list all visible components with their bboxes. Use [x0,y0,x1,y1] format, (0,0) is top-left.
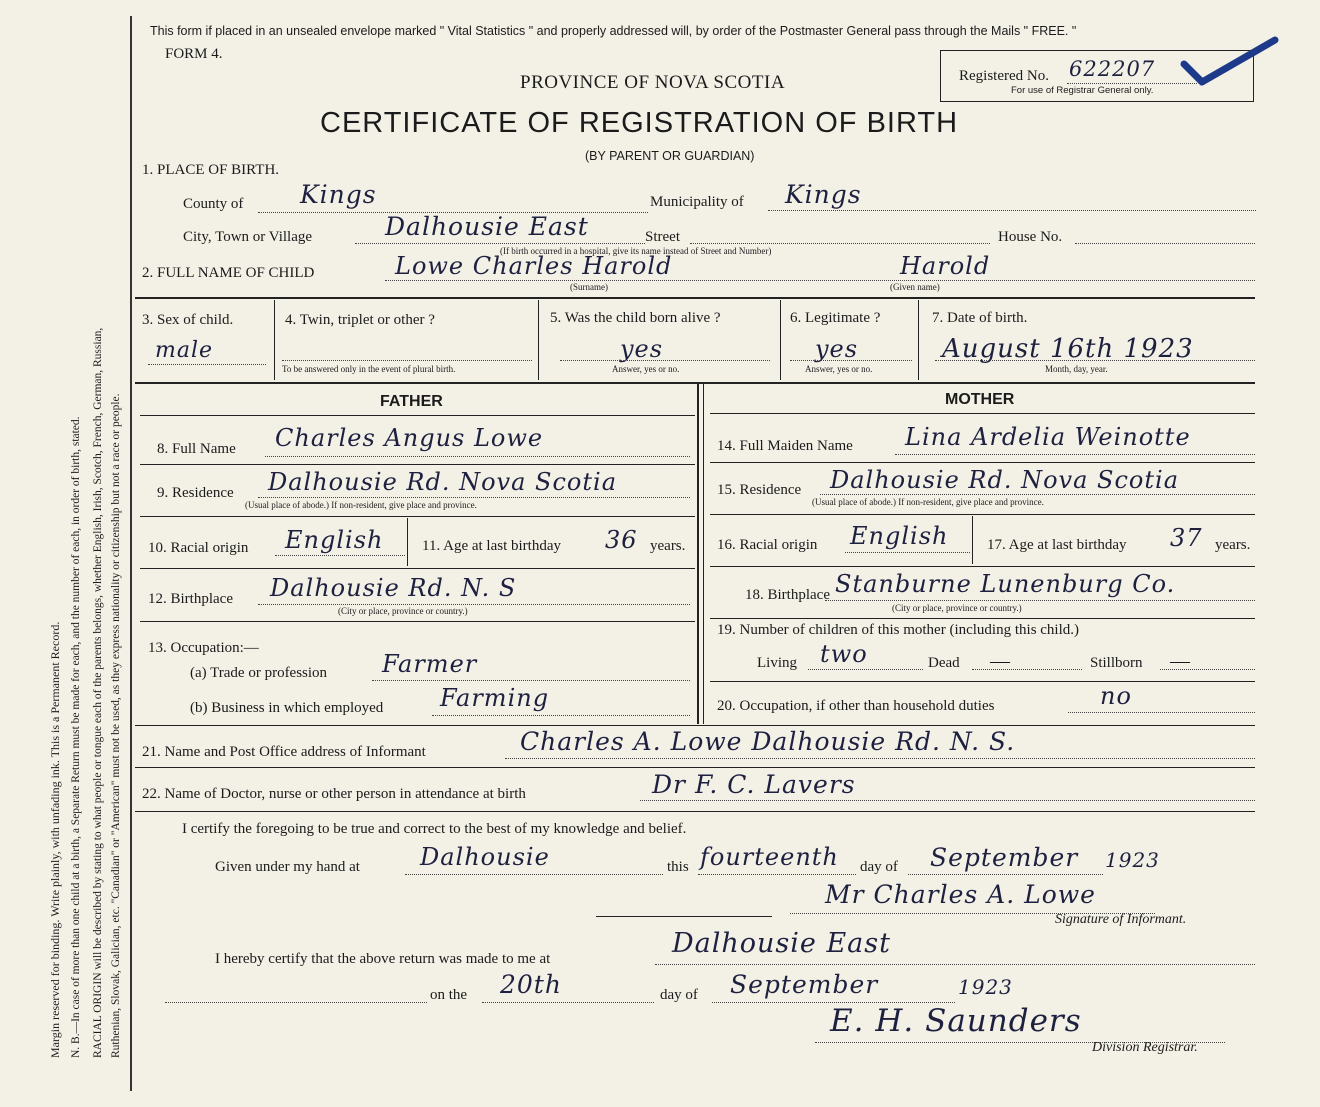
dob-value: August 16th 1923 [942,334,1194,364]
mother-occupation-label: 20. Occupation, if other than household duties [717,698,995,714]
father-residence-value: Dalhousie Rd. Nova Scotia [268,468,618,496]
twin-note: To be answered only in the event of plural birth. [282,364,456,374]
business-value: Farming [440,684,550,712]
mother-name-label: 14. Full Maiden Name [717,438,853,454]
informant-signature-label: Signature of Informant. [1055,912,1187,927]
certify-place: Dalhousie [420,843,550,871]
registrar-statement: I hereby certify that the above return was made to me at [215,951,551,967]
alive-label: 5. Was the child born alive ? [550,310,721,326]
legitimate-note: Answer, yes or no. [805,364,873,374]
trade-value: Farmer [382,650,478,678]
mother-age-label: 17. Age at last birthday [987,537,1127,553]
dead-label: Dead [928,655,960,671]
father-residence-label: 9. Residence [157,485,234,501]
registrar-year: 1923 [958,975,1013,999]
dead-value: — [990,650,1010,672]
informant-signature: Mr Charles A. Lowe [825,880,1096,909]
city-value: Dalhousie East [385,212,589,241]
given-name-note: (Given name) [890,282,940,292]
father-birthplace-label: 12. Birthplace [148,591,233,607]
hospital-note: (If birth occurred in a hospital, give its name instead of Street and Number) [500,246,772,256]
twin-label: 4. Twin, triplet or other ? [285,312,435,328]
mother-birthplace-note: (City or place, province or country.) [892,603,1022,613]
street-label: Street [645,229,680,245]
child-name-label: 2. FULL NAME OF CHILD [142,265,315,281]
margin-line-2: N. B.—In case of more than one child at a birth, a Separate Return must be made for each, and the number of each, in order of birth, stated. [70,416,82,1058]
father-birthplace-value: Dalhousie Rd. N. S [270,574,517,602]
county-label: County of [183,196,244,212]
stillborn-value: — [1170,650,1190,672]
subtitle: (BY PARENT OR GUARDIAN) [585,149,755,163]
mother-residence-note: (Usual place of abode.) If non-resident, give place and province. [812,497,1044,507]
father-age-value: 36 [605,526,638,554]
mother-heading: MOTHER [945,391,1015,408]
certify-statement: I certify the foregoing to be true and correct to the best of my knowledge and belief. [182,821,687,837]
legitimate-label: 6. Legitimate ? [790,310,881,326]
mother-years-label: years. [1215,537,1251,553]
mother-residence-label: 15. Residence [717,482,802,498]
mother-racial-value: English [850,522,949,550]
place-heading: 1. PLACE OF BIRTH. [142,162,280,178]
alive-note: Answer, yes or no. [612,364,680,374]
dob-label: 7. Date of birth. [932,310,1028,326]
certify-day: fourteenth [700,843,839,871]
mother-age-value: 37 [1170,524,1203,552]
mother-occupation-value: no [1100,682,1132,710]
form-number: FORM 4. [165,46,223,62]
trade-label: (a) Trade or profession [190,665,328,681]
children-label: 19. Number of children of this mother (including this child.) [717,622,1080,638]
father-age-label: 11. Age at last birthday [422,538,561,554]
registered-label: Registered No. [959,68,1049,84]
this-label: this [667,859,689,875]
margin-line-3: RACIAL ORIGIN will be described by stating to what people or tongue each of the parents belongs, whether English, Irish, Scotch, French, German, Russian, [92,327,104,1058]
municipality-value: Kings [785,180,862,209]
registrar-place: Dalhousie East [672,928,891,959]
father-racial-label: 10. Racial origin [148,540,249,556]
mother-birthplace-label: 18. Birthplace [745,587,830,603]
informant-label: 21. Name and Post Office address of Informant [142,744,426,760]
sex-label: 3. Sex of child. [142,312,234,328]
father-racial-value: English [285,526,384,554]
mother-residence-value: Dalhousie Rd. Nova Scotia [830,466,1180,494]
stillborn-label: Stillborn [1090,655,1143,671]
registrar-dayof-label: day of [660,987,698,1003]
registrar-title: Division Registrar. [1092,1040,1198,1055]
dob-note: Month, day, year. [1045,364,1108,374]
binding-line [130,16,132,1091]
child-surname: Lowe Charles Harold [395,252,673,280]
registered-number: 622207 [1069,57,1156,81]
doctor-value: Dr F. C. Lavers [652,770,856,799]
father-birthplace-note: (City or place, province or country.) [338,606,468,616]
registrar-day: 20th [500,970,562,999]
registrar-note: For use of Registrar General only. [1011,85,1154,96]
mother-birthplace-value: Stanburne Lunenburg Co. [835,570,1176,598]
house-label: House No. [998,229,1063,245]
surname-note: (Surname) [570,282,608,292]
father-heading: FATHER [380,393,443,410]
certify-dayof-label: day of [860,859,898,875]
living-value: two [820,640,868,668]
living-label: Living [757,655,797,671]
doctor-label: 22. Name of Doctor, nurse or other person in attendance at birth [142,786,526,802]
municipality-label: Municipality of [650,194,744,210]
certify-month: September [930,843,1079,872]
given-label: Given under my hand at [215,859,360,875]
business-label: (b) Business in which employed [190,700,384,716]
father-occupation-label: 13. Occupation:— [148,640,259,656]
city-label: City, Town or Village [183,229,313,245]
registrar-month: September [730,970,879,999]
province-heading: PROVINCE OF NOVA SCOTIA [520,72,786,93]
father-name-label: 8. Full Name [157,441,236,457]
father-residence-note: (Usual place of abode.) If non-resident, give place and province. [245,500,477,510]
county-value: Kings [300,180,377,209]
page-title: CERTIFICATE OF REGISTRATION OF BIRTH [320,107,959,139]
legitimate-value: yes [815,335,859,363]
child-given-name: Harold [900,252,991,280]
alive-value: yes [620,335,664,363]
mother-racial-label: 16. Racial origin [717,537,818,553]
margin-line-1: Margin reserved for binding. Write plainly, with unfading ink. This is a Permanent Record. [48,621,62,1058]
informant-value: Charles A. Lowe Dalhousie Rd. N. S. [520,727,1016,756]
father-years-label: years. [650,538,686,554]
father-name-value: Charles Angus Lowe [275,424,544,452]
mail-notice: This form if placed in an unsealed envelope marked " Vital Statistics " and properly addressed will, by order of the Postmaster General pass through the Mails " FREE. " [150,24,1077,38]
mother-name-value: Lina Ardelia Weinotte [905,423,1191,451]
sex-value: male [155,338,214,363]
registrar-signature: E. H. Saunders [830,1003,1082,1039]
registrar-on-label: on the [430,987,468,1003]
checkmark-icon [1180,34,1280,90]
certify-year: 1923 [1105,848,1160,872]
margin-line-4: Ruthenian, Slovak, Galician, etc. "Canadian" or "American" must not be used, as they express nationality or citizenship but not a race or people. [110,393,122,1058]
